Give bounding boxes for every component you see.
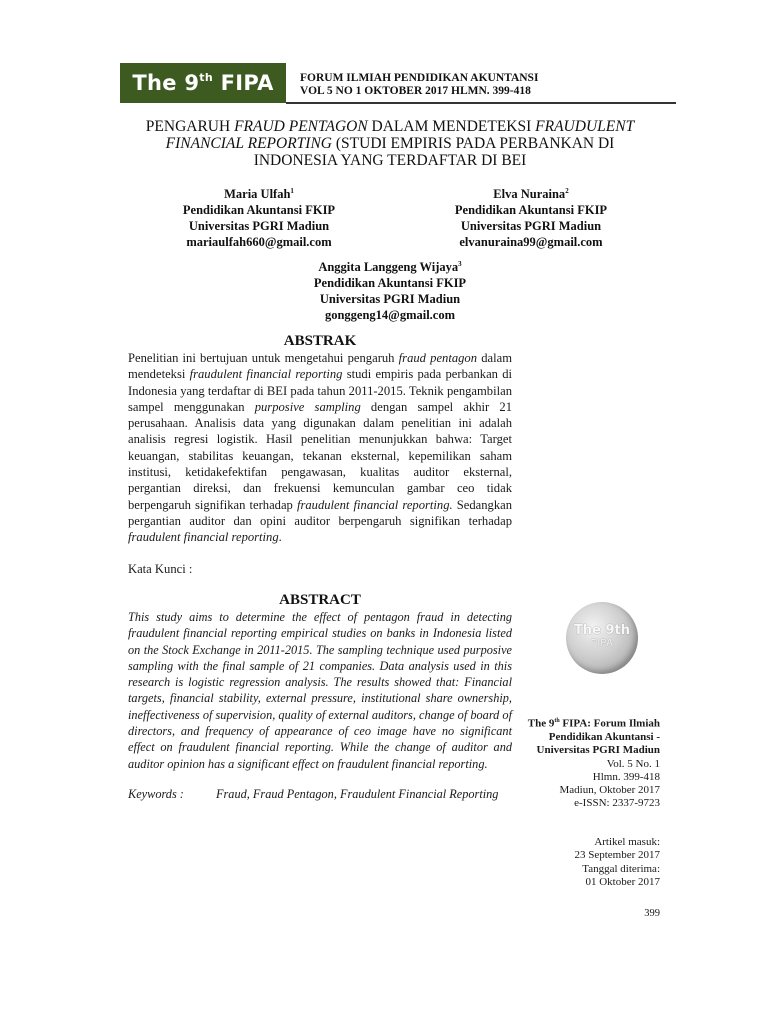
author-block-1 [139,183,379,250]
title-part: PENGARUH [145,118,235,135]
author-univ: Universitas PGRI Madiun [319,292,461,307]
keywords-label: Keywords : [128,787,184,801]
author-dept: Pendidikan Akuntansi FKIP [454,203,608,218]
abstract-body: This study aims to determine the effect of pentagon fraud in detecting fraudulent financial reporting empirical studies on banks in Indonesia listed on the Stock Exchange in 2011-2015. The sampling technique used purposive sampling with the final sample of 21 companies. Data analysis used in this research is logistic regression analysis. The results showed that: Financial targets, financial stability, external pressure, institutional share ownership, ineffectiveness of supervision, quality of external auditors, change of board of directors, and frequency of appearance of ceo image have no significant effect on fraudulent financial reporting. While the change of auditor and auditor opinion has a significant effect on fraudulent financial reporting. [128,610,512,771]
keywords [128,787,512,802]
logo-text [574,624,630,650]
abstract-heading: ABSTRACT [279,592,361,608]
accepted-label: Tanggal diterima: [582,862,660,875]
journal-banner [120,63,286,103]
title-part: DALAM MENDETEKSI [367,118,536,135]
author-dept: Pendidikan Akuntansi FKIP [182,203,336,218]
author-name: Maria Ulfah$^1$ [224,187,294,202]
fipa-logo-icon [566,602,638,674]
sidebar-journal-name: The 9th FIPA: Forum Ilmiah Pendidikan Akuntansi - Universitas PGRI Madiun [527,717,660,757]
author-univ: Universitas PGRI Madiun [460,219,602,234]
author-name: Elva Nuraina$^2$ [493,187,569,202]
banner-text-post: FIPA [212,71,274,95]
author-block-2 [411,183,651,250]
sidebar-vol: Vol. 5 No. 1 [606,757,660,770]
accepted-date: 01 Oktober 2017 [585,875,660,888]
sidebar-place-date: Madiun, Oktober 2017 [559,784,660,797]
keywords-value: Fraud, Fraud Pentagon, Fraudulent Financial Reporting [216,787,499,801]
author-dept: Pendidikan Akuntansi FKIP [313,276,467,291]
abstrak-body: Penelitian ini bertujuan untuk mengetahui pengaruh fraud pentagon dalam mendeteksi fraudulent financial reporting studi empiris pada perbankan di Indonesia yang terdaftar di BEI pada tahun 2011-2015. Teknik pengambilan sampel menggunakan purposive sampling dengan sampel akhir 21 perusahaan. Analisis data yang digunakan dalam penelitian ini adalah analisis regresi logistik. Hasil penelitian menunjukkan bahwa: Target keuangan, stabilitas keuangan, tekanan eksternal, kepemilikan saham institusi, ketidakefektifan pengawasan, kualitas auditor eksternal, pergantian direksi, dan frekuensi kemunculan gambar ceo tidak berpengaruh signifikan terhadap fraudulent financial reporting. Sedangkan pergantian auditor dan opini auditor berpengaruh signifikan terhadap fraudulent financial reporting. [128,351,513,545]
page-number: 399 [644,908,660,919]
author-email[interactable]: gonggeng14@gmail.com [324,308,456,323]
banner-text-sup: th [199,71,213,84]
banner-text-pre: The 9 [132,71,200,95]
journal-volume: VOL 5 NO 1 OKTOBER 2017 HLMN. 399-418 [300,85,531,97]
received-date: 23 September 2017 [574,849,660,862]
author-email[interactable]: elvanuraina99@gmail.com [459,235,603,250]
title-italic: FRAUD PENTAGON [234,118,368,135]
logo-line1: The 9th [574,623,630,638]
title-italic: FRAUDULENT FINANCIAL REPORTING [165,118,635,152]
kata-kunci-label: Kata Kunci : [128,562,193,576]
article-dates [520,836,660,889]
author-univ: Universitas PGRI Madiun [188,219,330,234]
journal-sidebar-info [520,715,660,811]
title-part: (STUDI EMPIRIS PADA PERBANKAN DI INDONESIA YANG TERDAFTAR DI BEI [253,135,615,169]
journal-name: FORUM ILMIAH PENDIDIKAN AKUNTANSI [300,72,539,84]
abstrak-heading: ABSTRAK [283,333,357,349]
author-block-3 [270,256,510,323]
sidebar-eissn: e-ISSN: 2337-9723 [574,797,660,810]
author-email[interactable]: mariaulfah660@gmail.com [186,235,332,250]
sidebar-pages: Hlmn. 399-418 [592,770,660,783]
header-divider [286,102,676,104]
journal-info [300,72,538,98]
author-name: Anggita Langgeng Wijaya$^3$ [318,260,462,275]
paper-title [130,118,650,169]
logo-line2: FIPA [590,638,614,649]
received-label: Artikel masuk: [594,836,660,848]
